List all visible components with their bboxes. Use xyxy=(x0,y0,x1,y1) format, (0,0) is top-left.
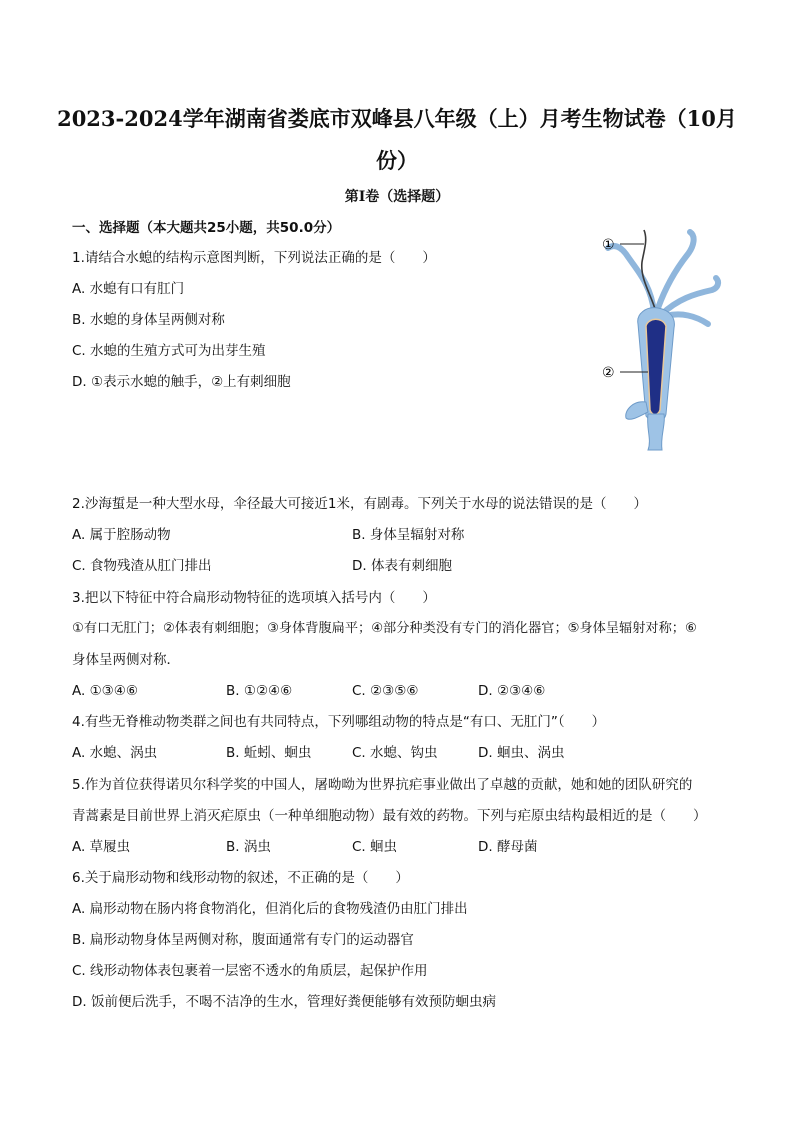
q4-option-a: A. 水螅、涡虫 xyxy=(72,745,158,761)
q6-option-d: D. 饭前便后洗手，不喝不洁净的生水，管理好粪便能够有效预防蛔虫病 xyxy=(72,994,496,1010)
q3-option-a: A. ①③④⑥ xyxy=(72,683,138,699)
q5-option-a: A. 草履虫 xyxy=(72,839,131,855)
figure-label-1: ① xyxy=(602,237,615,253)
q5-stem-line1: 5.作为首位获得诺贝尔科学奖的中国人，屠呦呦为世界抗疟事业做出了卓越的贡献，她和她的团队研究的 xyxy=(72,777,693,793)
q1-option-c: C. 水螅的生殖方式可为出芽生殖 xyxy=(72,343,266,359)
section-title: 第I卷（选择题） xyxy=(344,189,450,205)
q2-stem: 2.沙海蜇是一种大型水母，伞径最大可接近1米，有剧毒。下列关于水母的说法错误的是（ ） xyxy=(72,496,647,512)
q6-option-b: B. 扁形动物身体呈两侧对称，腹面通常有专门的运动器官 xyxy=(72,932,414,948)
q2-option-a: A. 属于腔肠动物 xyxy=(72,527,171,543)
q1-stem: 1.请结合水螅的结构示意图判断，下列说法正确的是（ ） xyxy=(72,250,436,266)
document-title: 2023-2024学年湖南省娄底市双峰县八年级（上）月考生物试卷（10月份） xyxy=(57,106,737,173)
q1-option-d: D. ①表示水螅的触手，②上有刺细胞 xyxy=(72,374,291,390)
q3-option-c: C. ②③⑤⑥ xyxy=(352,683,419,699)
q6-option-c: C. 线形动物体表包裹着一层密不透水的角质层，起保护作用 xyxy=(72,963,428,979)
q3-body-line2: 身体呈两侧对称． xyxy=(72,652,180,668)
q5-option-d: D. 酵母菌 xyxy=(478,839,538,855)
q6-stem: 6.关于扁形动物和线形动物的叙述，不正确的是（ ） xyxy=(72,870,409,886)
q2-option-d: D. 体表有刺细胞 xyxy=(352,558,452,574)
q4-option-c: C. 水螅、钩虫 xyxy=(352,745,438,761)
q2-option-c: C. 食物残渣从肛门排出 xyxy=(72,558,212,574)
hydra-diagram xyxy=(596,224,726,454)
q4-option-b: B. 蚯蚓、蛔虫 xyxy=(226,745,312,761)
q3-option-d: D. ②③④⑥ xyxy=(478,683,546,699)
q1-option-b: B. 水螅的身体呈两侧对称 xyxy=(72,312,225,328)
q3-stem: 3.把以下特征中符合扁形动物特征的选项填入括号内（ ） xyxy=(72,590,436,606)
q6-option-a: A. 扁形动物在肠内将食物消化，但消化后的食物残渣仍由肛门排出 xyxy=(72,901,468,917)
q2-option-b: B. 身体呈辐射对称 xyxy=(352,527,465,543)
hydra-bud xyxy=(626,402,648,420)
q3-body-line1: ①有口无肛门；②体表有刺细胞；③身体背腹扁平；④部分种类没有专门的消化器官；⑤身体呈辐射对称；⑥ xyxy=(72,621,697,636)
figure-label-2: ② xyxy=(602,365,615,381)
q4-option-d: D. 蛔虫、涡虫 xyxy=(478,745,565,761)
part-heading: 一、选择题（本大题共25小题，共50.0分） xyxy=(72,220,341,236)
q5-option-c: C. 蛔虫 xyxy=(352,839,398,855)
hydra-foot xyxy=(648,414,665,450)
q4-stem: 4.有些无脊椎动物类群之间也有共同特点，下列哪组动物的特点是“有口、无肛门”（ ） xyxy=(72,714,606,730)
q3-option-b: B. ①②④⑥ xyxy=(226,683,293,699)
q5-stem-line2: 青蒿素是目前世界上消灭疟原虫（一种单细胞动物）最有效的药物。下列与疟原虫结构最相近的是（ ） xyxy=(72,808,707,824)
q1-option-a: A. 水螅有口有肛门 xyxy=(72,281,185,297)
q5-option-b: B. 涡虫 xyxy=(226,839,271,855)
